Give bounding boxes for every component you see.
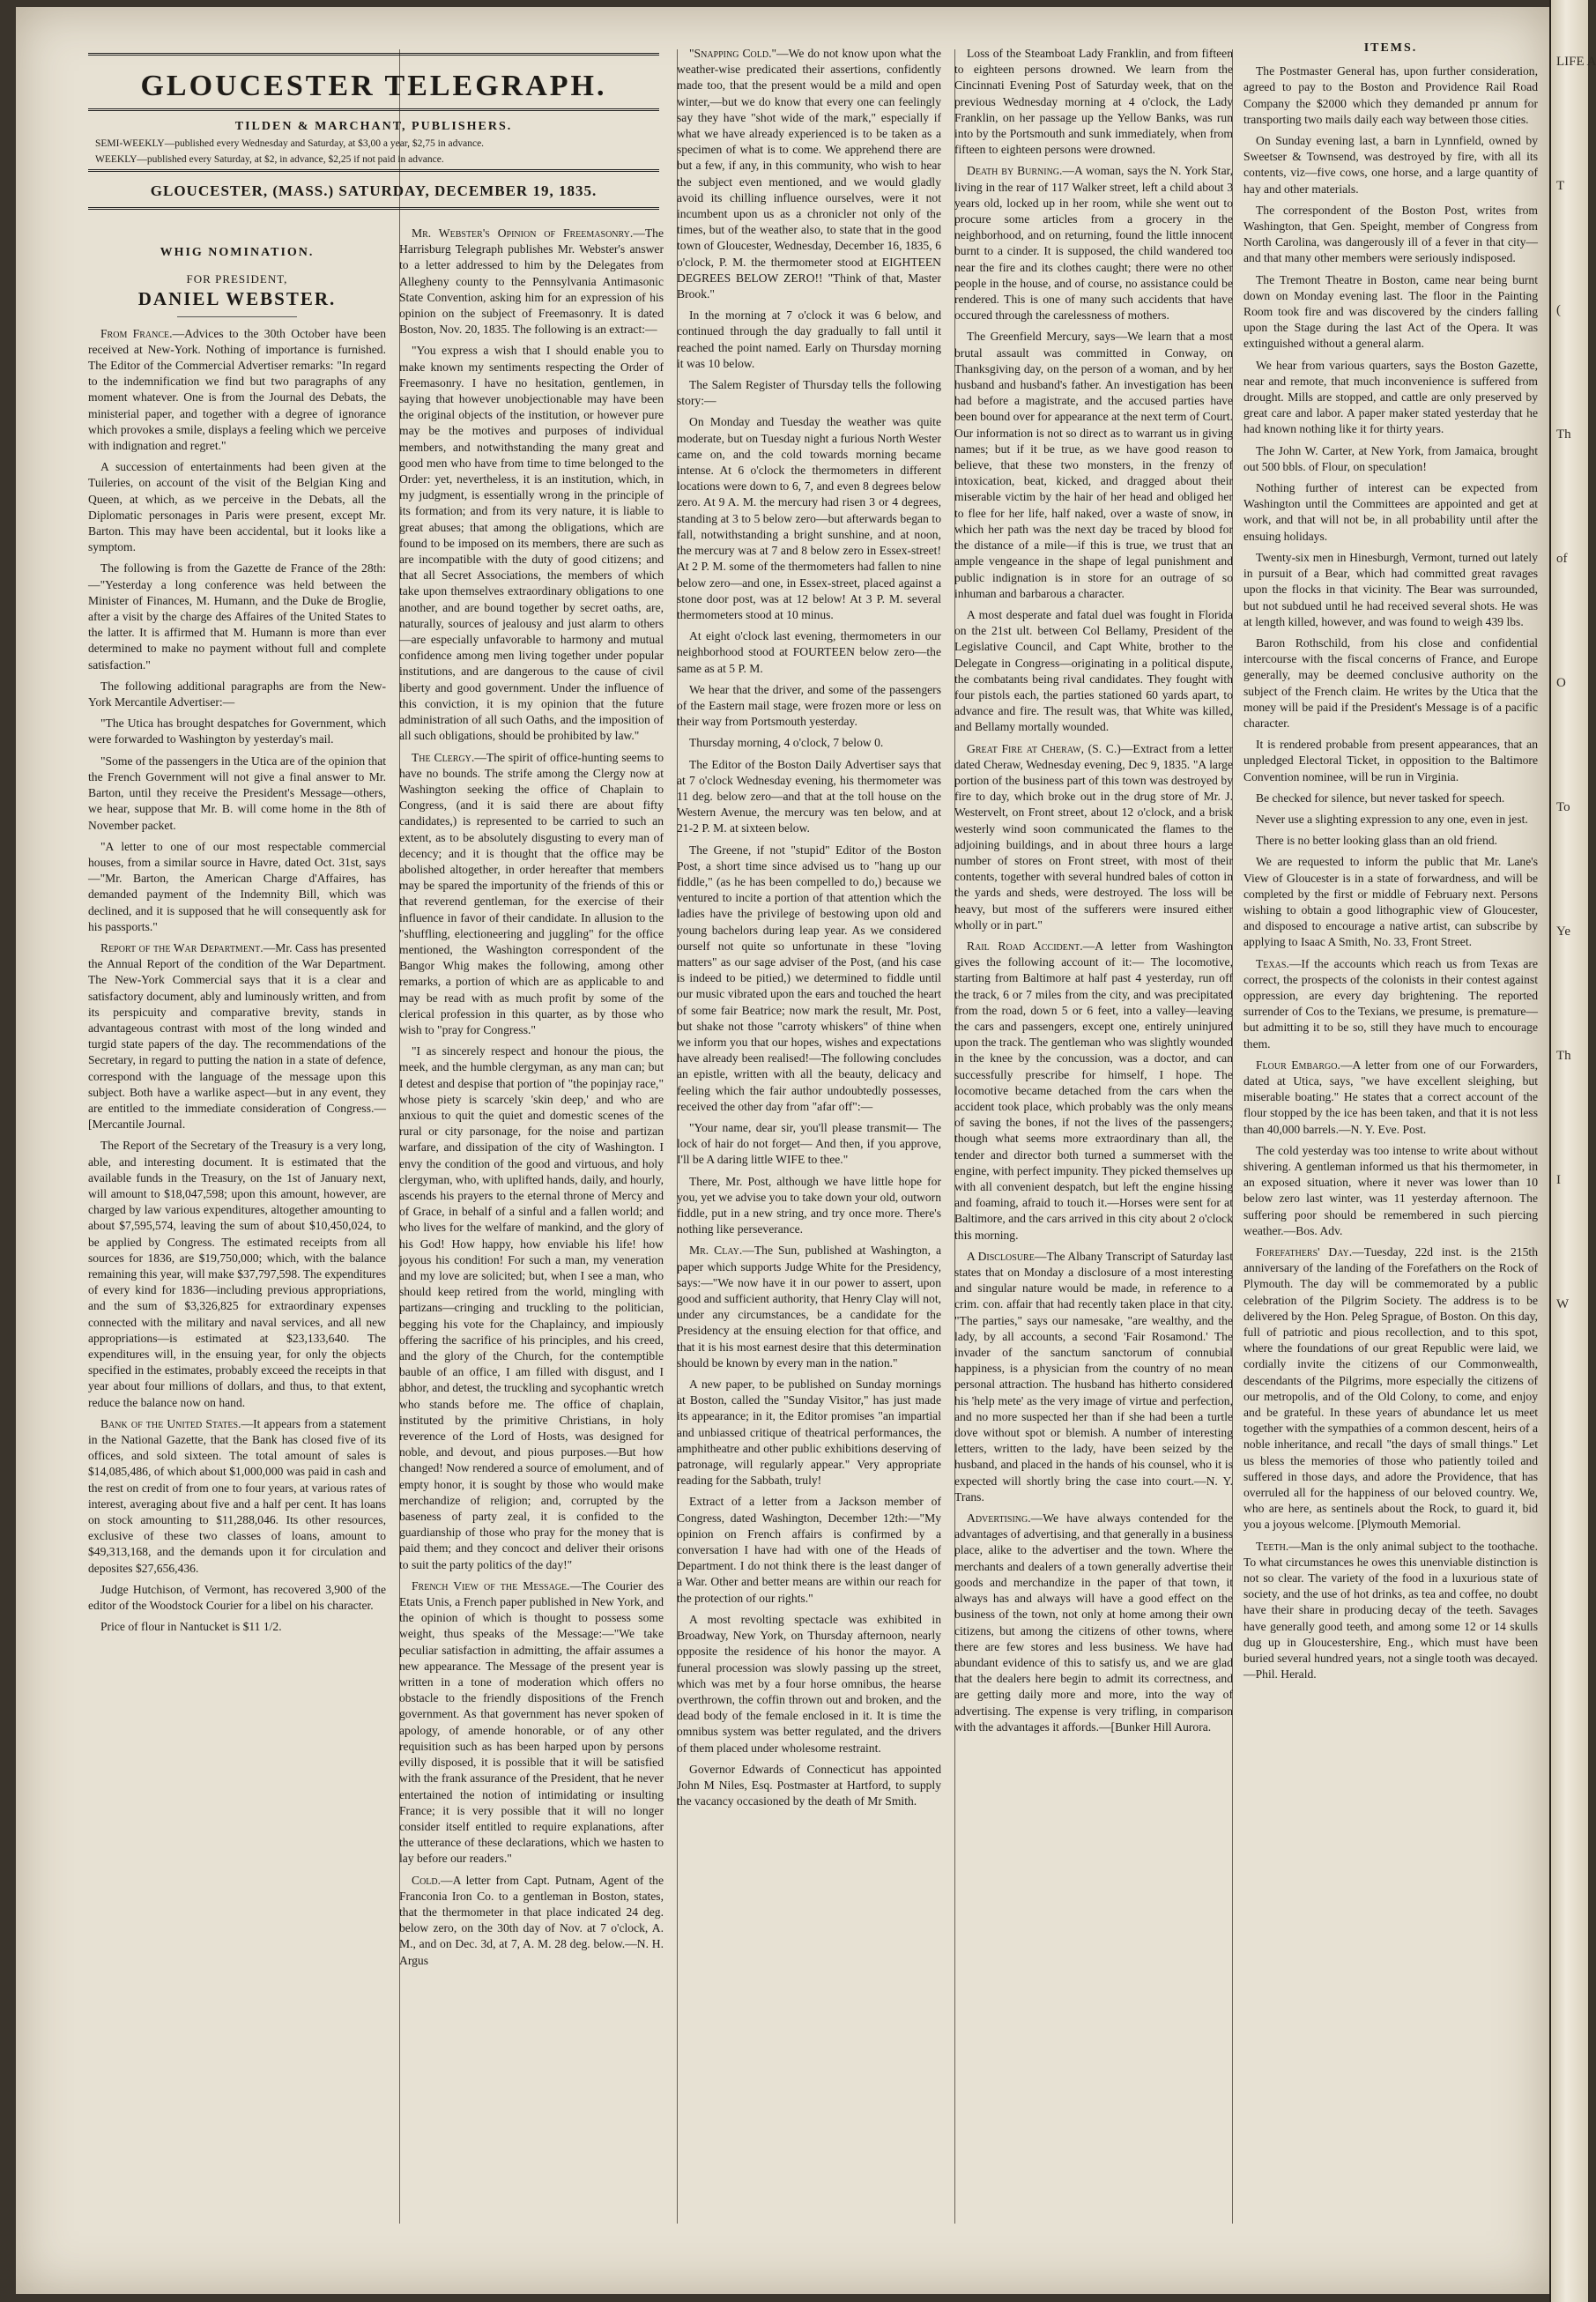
terms-semi-weekly: SEMI-WEEKLY—published every Wednesday and Saturday, at $3,00 a year, $2,75 in advance.: [95, 138, 485, 149]
article-paragraph: [88, 1582, 386, 1614]
column-1: [88, 236, 386, 2267]
masthead-rule: [88, 108, 659, 115]
article-paragraph: [954, 607, 1233, 736]
column-2: [399, 226, 664, 2267]
article-paragraph: [954, 939, 1233, 1244]
adjacent-page-fragment: Th: [1556, 427, 1571, 442]
article-paragraph: [1243, 854, 1538, 950]
article-paragraph: [677, 1762, 941, 1810]
article-text: —A letter from Capt. Putnam, Agent of the Franconia Iron Co. to a gentleman in Boston, states, that the thermometer in that place indicated 24 deg. below zero, on the 30th day of Nov. at 7 o'clock, A. M., and on Dec. 3d, at 7, A. M. 28 deg. below.—N. H. Argus: [399, 1873, 664, 1967]
article-lead: Report of the War Department.: [100, 940, 264, 954]
article-text: A most revolting spectacle was exhibited in Broadway, New York, on Thursday afternoon, nearly opposite the residence of his honor the mayor. A funeral procession was slowly passing up the street, which was met by a four horse omnibus, the hearse overthrown, the coffin thrown out and broken, and the dead body of the female enclosed in it. It is time the omnibus system was better regulated, and the drivers of them placed under wholesome restraint.: [677, 1612, 941, 1755]
article-text: We hear from various quarters, says the Boston Gazette, near and remote, that much inconvenience is suffered from drought. Mills are stopped, and cattle are only preserved by great care and labor. A paper maker stated yesterday that he had known nothing like it for thirty years.: [1243, 358, 1538, 436]
article-text: The Editor of the Boston Daily Advertiser says that at 7 o'clock Wednesday evening, his thermometer was 11 deg. below zero—and that at the toll house on the Western Avenue, the mercury was ten below, and at 21-2 P. M. at sixteen below.: [677, 757, 941, 835]
article-text: "Some of the passengers in the Utica are of the opinion that the French Government will not give a final answer to Mr. Barton, until they receive the President's Message—others, we hear, suppose that Mr. B. will come home in the 8th of November packet.: [88, 754, 386, 832]
article-paragraph: [677, 735, 941, 751]
article-paragraph: [1243, 956, 1538, 1052]
article-text: "A letter to one of our most respectable commercial houses, from a similar source in Havre, dated Oct. 31st, says—"Mr. Barton, the American Charge d'Affaires, has demanded payment of the Indemnity Bill, which was declined, and it is supposed that he will consequently ask for his passports.": [88, 839, 386, 933]
article-paragraph: [88, 1416, 386, 1577]
article-text: We hear that the driver, and some of the passengers of the Eastern mail stage, were frozen more or less on their way from Portsmouth yesterday.: [677, 682, 941, 729]
article-lead: "Snapping Cold.": [689, 47, 777, 60]
article-paragraph: [677, 682, 941, 731]
article-paragraph: [1243, 272, 1538, 353]
article-lead: Teeth.: [1256, 1539, 1289, 1553]
article-paragraph: [1243, 1143, 1538, 1239]
article-text: We are requested to inform the public that Mr. Lane's View of Gloucester is in a state of forwardness, and will be completed by the first or middle of February next. Persons wishing to obtain a good lithographic view of Gloucester, and disposed to encourage a native artist, can subscribe by applying to Isaac A Smith, No. 33, Front Street.: [1243, 855, 1538, 949]
article-paragraph: [1243, 635, 1538, 731]
article-text: A new paper, to be published on Sunday mornings at Boston, called the "Sunday Visitor," has just made its appearance; in it, the Editor promises "an impartial and unbiassed critique of theatrical performances, the amphitheatre and other public exhibitions deserving of patronage, will regularly appear." Very appropriate reading for the Sabbath, truly!: [677, 1377, 941, 1488]
article-lead: Bank of the United States.: [100, 1416, 241, 1430]
article-paragraph: [1243, 358, 1538, 438]
article-paragraph: [954, 46, 1233, 158]
article-text: —Extract from a letter dated Cheraw, Wednesday evening, Dec 9, 1835. "A large portion of the business part of this town was destroyed by fire to day, which broke out in the drug store of Mr. J. Westervelt, on Front street, about 12 o'clock, and a brisk westerly wind soon communicated the flames to the adjoining buildings, and in about three hours a large number of stores on Front street, with most of their contents, together with several hundred bales of cotton in the yards and sheds, were destroyed. The loss will be heavy, but most of the sufferers were insured either wholly or in part.": [954, 741, 1233, 932]
adjacent-page-edge: [1549, 0, 1596, 2302]
article-paragraph: [88, 940, 386, 1132]
article-paragraph: [954, 329, 1233, 601]
article-text: Be checked for silence, but never tasked for speech.: [1256, 791, 1505, 805]
adjacent-page-fragment: Th: [1556, 1049, 1571, 1063]
article-text: Loss of the Steamboat Lady Franklin, and from fifteen to eighteen persons drowned. We learn from the Cincinnati Evening Post of Saturday week, that on the previous Wednesday morning at 4 o'clock, the Lady Franklin, on her passage up the Yellow Banks, was run into by the Portsmouth and sunk immediately, when from fifteen to eighteen persons were drowned.: [954, 47, 1233, 157]
article-text: Price of flour in Nantucket is $11 1/2.: [100, 1620, 282, 1634]
article-text: —Tuesday, 22d inst. is the 215th anniversary of the landing of the Forefathers on the Rock of Plymouth. The day will be commemorated by a public celebration of the Pilgrim Society. The address is to be delivered by the Hon. Peleg Sprague, of Boston. On this day, full of patriotic and pious recollection, and to this spot, where the foundations of our great Republic were laid, we cordially invite the citizens of our Commonwealth, descendants of the Pilgrims, more especially the citizens of our metropolis, and of the Old Colony, to come, and enjoy and be grateful. In these years of abundance let us meet together with the sympathies of a common descent, heirs of a noble inheritance, and recall "the days of small things." Let us bless the memories of those who patiently toiled and suffered in those days, and adore the Providence, that has overruled all for the happiness of our beloved country. We, who are here, as sentinels about the Rock, to guard it, bid you a joyous welcome. [Plymouth Memorial.: [1243, 1245, 1538, 1532]
separator-rule: [177, 316, 296, 317]
article-paragraph: [88, 1138, 386, 1410]
article-text: Thursday morning, 4 o'clock, 7 below 0.: [689, 736, 884, 750]
article-paragraph: [88, 326, 386, 455]
article-lead: Rail Road Accident.: [967, 939, 1083, 953]
article-text: In the morning at 7 o'clock it was 6 below, and continued through the day gradually to fall until it reached the point named. Early on Thursday morning it was 10 below.: [677, 308, 941, 370]
masthead-rule: [88, 53, 659, 59]
article-paragraph: [88, 679, 386, 710]
article-lead: Mr. Webster's Opinion of Freemasonry.: [412, 226, 634, 240]
article-paragraph: [399, 1873, 664, 1969]
article-text: —Man is the only animal subject to the toothache. To what circumstances he owes this unenviable distinction is not so clear. The variety of the food in a luxurious state of society, and the use of hot drinks, as tea and coffee, no doubt have their share in producing decay of the teeth. Savages have generally good teeth, and among some 12 or 14 skulls dug up in Gloucestershire, Eng., which must have been buried several hundred years, not a single tooth was decayed.—Phil. Herald.: [1243, 1539, 1538, 1682]
article-paragraph: [677, 1243, 941, 1371]
article-text: The following additional paragraphs are from the New-York Mercantile Advertiser:—: [88, 679, 386, 709]
article-text: Governor Edwards of Connecticut has appointed John M Niles, Esq. Postmaster at Hartford, to supply the vacancy occasioned by the death of Mr Smith.: [677, 1762, 941, 1808]
article-text: —The spirit of office-hunting seems to have no bounds. The strife among the Clergy now at Washington seeking the office of Chaplain to Congress, (and it is said there are about fifty candidates,) is represented to be carried to such an extent, as to be absolutely disgusting to every man of decency; and it is thought that the office may be abolished altogether, in order hereafter that members may be spared the importunity of the friends of this or that reverend gentleman, for the exercise of their influence in favor of their candidate. In allusion to the "shuffling, electioneering and juggling" for the office mentioned, the Washington correspondent of the Bangor Whig makes the following, among other remarks, a portion of which are as applicable to and may be read with as much profit by some of the clerical profession in this quarter, as by those who wish to "pray for Congress.": [399, 750, 664, 1036]
article-paragraph: [677, 1612, 941, 1756]
terms-weekly: WEEKLY—published every Saturday, at $2, in advance, $2,25 if not paid in advance.: [95, 154, 444, 165]
article-lead: The Clergy.: [412, 750, 475, 764]
article-paragraph: [1243, 1244, 1538, 1533]
article-text: —A letter from Washington gives the following account of it:— The locomotive, starting from Baltimore at half past 4 yesterday, run off the track, 6 or 7 miles from the city, and was precipitated from the road, down 5 or 6 feet, into a valley—leaving the cars and passengers, except one, entirely uninjured upon the track. The gentleman who was slightly wounded in the knee by the concussion, was a doctor, and can successfully prescribe for himself, I hope. The locomotive became detached from the cars when the accident took place, which probably was the only means of saving the bones, if not the lives of the passengers; though what seems more extraordinary than all, the tender and director both turned a summerset with the engine, with perfect impunity. They picked themselves up with all convenient despatch, but left the engine hissing and foaming, afraid to touch it.—Horses were sent for at Baltimore, and the cars arrived in this city about 2 o'clock this morning.: [954, 939, 1233, 1242]
article-lead: French View of the Message.: [412, 1578, 570, 1593]
article-paragraph: [1243, 812, 1538, 828]
article-paragraph: [677, 1377, 941, 1489]
article-text: The Greenfield Mercury, says—We learn that a most brutal assault was committed in Conway, on Thanksgiving day, on the person of a woman, and by her husband and husband's father. An investigation has been had before a magistrate, and the accused parties have been bound over for appearance at the next term of Court. Our information is not so direct as to warrant us in giving names; but if it be true, as we have good reason to believe, that these two monsters, in the frenzy of intoxication, beat, kicked, and dragged about their miserable victim by the hair of her head and obliged her to flee for her life, half naked, over a waste of snow, in which her path was the next day be traced by blood for the distance of a mile—if this is true, we trust that an ample vengeance in the shape of legal punishment and public indignation is in store for an outrage of so inhuman and barbarous a character.: [954, 330, 1233, 600]
candidate-name: DANIEL WEBSTER.: [137, 288, 337, 310]
article-text: —Advices to the 30th October have been received at New-York. Nothing of importance is furnished. The Editor of the Commercial Advertiser remarks: "In regard to the indemnification we find but two paragraphs of any moment whatever. One is from the Journal des Debats, the ministerial paper, and together with a degree of ignorance which provokes a smile, displays a feeling which we perceive with indignation and regret.": [88, 326, 387, 453]
newspaper-title: GLOUCESTER TELEGRAPH.: [140, 70, 607, 102]
article-paragraph: [954, 1249, 1233, 1505]
article-paragraph: [88, 716, 386, 747]
article-paragraph: [677, 757, 941, 837]
article-text: A most desperate and fatal duel was fought in Florida on the 21st ult. between Col Bellamy, President of the Legislative Council, and Capt White, brother to the Delegate in Congress—originating in a political dispute, the combatants being rival candidates. They fought with four pistols each, the parties stationed 60 yards apart, to advance and fire. The result was, that White was killed, and Bellamy mortally wounded.: [954, 607, 1233, 734]
article-text: Twenty-six men in Hinesburgh, Vermont, turned out lately in pursuit of a Bear, which had committed great ravages upon the flocks in that vicinity. The Bear was surrounded, but not subdued until he had received several shots. He was at length killed, however, and was found to weigh 439 lbs.: [1243, 550, 1538, 628]
adjacent-page-fragment: LIFE A: [1556, 55, 1596, 69]
article-text: The correspondent of the Boston Post, writes from Washington, that Gen. Speight, member of Congress from North Carolina, was dangerously ill of a fever in that city—and that many other members were seriously indisposed.: [1243, 203, 1538, 265]
article-paragraph: [399, 750, 664, 1039]
article-paragraph: [677, 308, 941, 372]
article-lead: Death by Burning.: [967, 164, 1063, 178]
article-lead: Great Fire at Cheraw, (S. C.): [967, 741, 1121, 755]
article-paragraph: [954, 741, 1233, 933]
article-text: The cold yesterday was too intense to write about without shivering. A gentleman informed us that his thermometer, in an exposed situation, where it never was lower than 10 below zero last winter, was 11 yesterday afternoon. The suffering poor should be remembered in such piercing weather.—Bos. Adv.: [1243, 1143, 1538, 1237]
article-text: Never use a slighting expression to any one, even in jest.: [1256, 812, 1528, 826]
article-text: The Salem Register of Thursday tells the following story:—: [677, 378, 941, 408]
article-lead: Flour Embargo.: [1256, 1058, 1340, 1072]
article-text: —It appears from a statement in the National Gazette, that the Bank has closed five of its offices, and sold sixteen. The total amount of sales is $14,085,486, of which about $1,000,000 was paid in cash and the rest on credit of from one to four years, at various rates of interest, averaging about five and a half per cent. It has loans on stock amounting to $11,288,046. Its other resources, exclusive of these two classes of loans, amount to $49,313,168, and the demands upon it for circulation and deposites $27,656,436.: [88, 1416, 386, 1575]
for-president-label: FOR PRESIDENT,: [186, 272, 288, 286]
article-paragraph: [399, 343, 664, 744]
article-lead: From France.: [100, 326, 173, 340]
article-text: The Postmaster General has, upon further consideration, agreed to pay to the Boston and Providence Rail Road Company the $2000 which they demanded pr annum for transporting two mails daily each way between those cities.: [1243, 64, 1538, 126]
article-paragraph: [1243, 203, 1538, 267]
article-paragraph: [677, 414, 941, 623]
article-paragraph: [88, 754, 386, 834]
article-text: "You express a wish that I should enable you to make known my sentiments respecting the Order of Freemasonry. I have no hesitation, gentlemen, in saying that however unobjectionable may have been the original objects of the institution, or however pure may be the motives and purposes of individual members, and notwithstanding the many great and good men who have from time to time belonged to the Order: yet, nevertheless, it is an institution, which, in my judgment, is essentially wrong in the principle of its formation; and from its very nature, it is liable to great abuses; that among the obligations, which are found to be imposed on its members, there are such as are incompatible with the duty of good citizens; and that all Secret Associations, the members of which take upon themselves extraordinary obligations to one another, and are bound together by secret oaths, are, naturally, sources of jealousy and just alarm to others—are especially unfavorable to harmony and mutual confidence among men living together under popular institutions, and are dangerous to the cause of civil liberty and good government. Under the influence of this conviction, it is my opinion that the future administration of all such Oaths, and the imposition of all such obligations, should be prohibited by law.": [399, 344, 664, 743]
article-text: The Greene, if not "stupid" Editor of the Boston Post, a short time since advised us to "hang up our fiddle," (as he has been compelled to do,) because we ventured to incite a portion of that attention which the ladies have the privilege of bestowing upon old and young bachelors during leap year. As we considered ourself not quite so unfortunate in these "loving matters" as our sage adviser of the Post, (and his case is indeed to be pitied,) we determined to fiddle until our music vibrated upon the ears and touched the heart of some fair Beatrice; now mark the result, Mr. Post, but shake not those "carroty whiskers" of thine when we inform you that our hopes, wishes and expectations have already been realised!—The following concludes an epistle, written with all the beauty, delicacy and feeling which the fair author undoubtedly possesses, received the other day from "afar off":—: [677, 843, 941, 1113]
article-text: There is no better looking glass than an old friend.: [1256, 834, 1498, 848]
article-paragraph: [1243, 1539, 1538, 1683]
article-text: It is rendered probable from present appearances, that an unpledged Electoral Ticket, in opposition to the Baltimore Convention nominee, will be run in Virginia.: [1243, 738, 1538, 783]
article-text: The following is from the Gazette de France of the 28th:—"Yesterday a long conference was held between the Minister of Finances, M. Humann, and the Duke de Broglie, after a visit by the charge des Affaires of the United States to the latter. It is affirmed that M. Humann is more than ever determined to make no payment without full and complete satisfaction.": [88, 561, 386, 672]
article-paragraph: [88, 459, 386, 555]
article-text: At eight o'clock last evening, thermometers in our neighborhood stood at FOURTEEN below zero—the same as at 5 P. M.: [677, 629, 941, 675]
column-3: [677, 46, 941, 2267]
article-text: On Sunday evening last, a barn in Lynnfield, owned by Sweetser & Townsend, was destroyed by fire, with all its contents, viz—five cows, one horse, and a large quantity of hay and other materials.: [1243, 134, 1538, 196]
article-paragraph: [88, 561, 386, 672]
publishers-line: TILDEN & MARCHANT, PUBLISHERS.: [234, 120, 513, 133]
article-paragraph: [1243, 737, 1538, 785]
article-text: There, Mr. Post, although we have little hope for you, yet we advise you to take down your old, outworn fiddle, put in a new string, and try once more. There's nothing like perseverance.: [677, 1174, 941, 1236]
article-paragraph: [677, 1494, 941, 1606]
adjacent-page-fragment: I: [1556, 1173, 1561, 1187]
article-lead: Mr. Clay.: [689, 1244, 743, 1258]
article-text: A succession of entertainments had been given at the Tuileries, on account of the visit of the Belgian King and Queen, at which, as we perceive in the Debats, all the Diplomatic personages in Paris were present, except Mr. Barton. This may have been accidental, but it looks like a symptom.: [88, 460, 386, 554]
article-paragraph: [399, 226, 664, 338]
article-paragraph: [1243, 550, 1538, 630]
article-text: —A woman, says the N. York Star, living in the rear of 117 Walker street, left a child about 3 years old, locked up in her room, while she went out to procure some articles from a grocery in the neighborhood, and on returning, found the little innocent burnt to a cinder. It is supposed, the child wandered too near the fire and its clothes caught; there were no other people in the house, and of course, no assistance could be rendered. This is one of many such accidents that have occured through the carelessness of mothers.: [954, 164, 1233, 323]
article-lead: Advertising.: [967, 1511, 1031, 1526]
adjacent-page-text: [1556, 53, 1596, 1420]
article-text: —The Courier des Etats Unis, a French paper published in New York, and the opinion of which is thought to possess some weight, thus speaks of the Message:—"We take peculiar satisfaction in admitting, the affair assumes a new appearance. The Message of the present year is written in a tone of moderation which offers no obstacle to the friendly dispositions of the French government. As that government has never spoken of apology, of amende honorable, or of any other requisition such as has been harped upon by persons evilly disposed, it is possible that it will be satisfied with the frank assurance of the President, that he never entertained the notion of intimidating or insulting France; it is very possible that it will no longer consider itself entitled to require explanations, after the utterance of these declarations, which we hasten to lay before our readers.": [399, 1578, 664, 1866]
adjacent-page-fragment: T: [1556, 179, 1565, 193]
article-text: Nothing further of interest can be expected from Washington until the Committees are appointed and get at work, and that will not be, in all probability until after the ensuing holidays.: [1243, 481, 1538, 543]
article-paragraph: [1243, 63, 1538, 128]
article-text: Extract of a letter from a Jackson member of Congress, dated Washington, December 12th:—"My opinion on French affairs is confirmed by a conversation I have had with one of the Heads of Department. I do not think there is the least danger of a War. Other and better means are within our reach for the protection of our rights.": [677, 1495, 941, 1605]
article-text: —We do not know upon what the weather-wise predicated their assertions, confidently made too, that the present would be a mild and open winter,—but we do know that every one can feelingly say they have "shot wide of the mark," especially if what we have already experienced is to be taken as a specimen of what is to come. We apprehend there are but a few, if any, in this community, who wish to hear the subject even mentioned, and we would gladly avoid its chilling influence ourselves, were it not incumbent upon us as a chronicler not only of the times, but of the weather also, to state that in the good town of Gloucester, Wednesday, December 16, 1835, 6 o'clock, P. M. the thermometer stood at EIGHTEEN DEGREES BELOW ZERO!! "Think of that, Master Brook.": [677, 47, 941, 301]
article-lead: Forefathers' Day.: [1256, 1245, 1353, 1259]
article-lead: A Disclosure: [967, 1249, 1035, 1263]
adjacent-page-fragment: (: [1556, 303, 1561, 317]
column-4: [954, 46, 1233, 2267]
article-paragraph: [954, 163, 1233, 323]
article-paragraph: [954, 1511, 1233, 1735]
article-paragraph: [399, 1043, 664, 1573]
adjacent-page-fragment: To: [1556, 800, 1570, 814]
column-5: [1243, 41, 1538, 2267]
dateline: GLOUCESTER, (MASS.) SATURDAY, DECEMBER 19, 1835.: [150, 182, 598, 199]
article-text: Baron Rothschild, from his close and confidential intercourse with the fiscal concerns of France, and Europe generally, may be deemed conclusive authority on the subject of the French claim. He writes by the Utica that the money will be paid if the President's Message is of a pacific character.: [1243, 635, 1538, 730]
article-text: —If the accounts which reach us from Texas are correct, the prospects of the colonists in their contest against oppression, are every day brightening. The reported surrender of Cos to the Texians, we presume, is premature—but admitting it to be so, still they have much to encourage them.: [1243, 956, 1538, 1051]
article-text: Judge Hutchison, of Vermont, has recovered 3,900 of the editor of the Woodstock Courier for a libel on his character.: [88, 1582, 386, 1613]
article-text: The Tremont Theatre in Boston, came near being burnt down on Monday evening last. The floor in the Painting Room took fire and was discovered by the cinders falling upon the Stage during the last Act of the Opera. It was extinguished without a general alarm.: [1243, 272, 1538, 351]
items-heading: ITEMS.: [1363, 41, 1418, 55]
article-text: "I as sincerely respect and honour the pious, the meek, and the humble clergyman, as any man can; but I detest and despise that portion of "the popinjay race," whose piety is scarcely 'skin deep,' and who are anxious to quit the quiet and domestic scenes of the rural or city parsonage, for the noise and partizan warfare, and dissipation of the city of Washington. I envy the condition of the good and virtuous, and holy clergyman, who, with uplifted hands, daily, and hourly, ascends his prayers to the eternal throne of Mercy and of Grace, in behalf of a sinful and a fallen world; and who lives for the welfare of mankind, and the glory of his God! How happy, how enviable his life! how joyous his condition! For such a man, my veneration and my love are solicited; but, when I see a man, who should keep retired from the world, mingling with partizans—cringing and truckling to the politician, begging his vote for the Chaplaincy, and impiously offering the sacrifice of his principles, and his creed, and the glory of the Church, for the contemptible bauble of an office, I am filled with disgust, and I abhor, and detest, the truckling and sycophantic wretch who stands before me. The office of chaplain, instituted by the primitive Christians, in holy reverence of the Lord of Hosts, was designed for noble, and devout, and pious purposes.—But how changed! Now rendered a source of emolument, and of empty honor, it is sought by those who would make merchandize of religion; and, corrupted by the baseness of party zeal, it is confided to the guardianship of those who pray for the money that is paid them; and they concoct and deliver their orisons to suit the party politics of the day!": [399, 1044, 664, 1571]
adjacent-page-fragment: O: [1556, 676, 1566, 690]
article-paragraph: [1243, 443, 1538, 475]
article-text: —The Sun, published at Washington, a paper which supports Judge White for the Presidency, says:—"We now have it in our power to assert, upon good and sufficient authority, that Henry Clay will not, under any circumstances, be a candidate for the Presidency at the ensuing election for that office, and that it is his most earnest desire that this determination should be known by every man in the nation.": [677, 1244, 942, 1370]
article-paragraph: [1243, 1058, 1538, 1138]
article-paragraph: [1243, 133, 1538, 197]
article-text: The Report of the Secretary of the Treasury is a very long, able, and interesting document. It is estimated that the available funds in the Treasury, on the 1st of January next, will amount to $18,047,598; upon this amount, however, are charged by law various expenditures, altogether amounting to about $7,595,574, leaving the sum of about $10,450,024, to be applied by Congress. The estimated receipts from all sources for 1836, are $19,750,000; which, with the balance remaining this year, will make $37,797,598. The expenditures of every kind for 1836—including previous appropriations, and the sum of $3,326,825 for extraordinary expenses connected with the military and naval services, and all new appropriations—is estimated at $23,133,640. The expenditures will, in the ensuing year, for only the objects specified in the estimates, probably exceed the receipts in that year about four millions of dollars, and thus, to that extent, reduce the balance now on hand.: [88, 1139, 386, 1409]
adjacent-page-fragment: W: [1556, 1297, 1570, 1311]
article-paragraph: [1243, 480, 1538, 545]
article-text: —The Albany Transcript of Saturday last states that on Monday a disclosure of a most interesting and singular nature would be made, in reference to a crim. con. affair that had recently taken place in that city. "The parties," says our namesake, "are wealthy, and the lady, by all accounts, a second 'Fair Rosamond.' The invader of the sanctum sanctorum of connubial happiness, is a physician from the country of no mean personal attraction. The husband has hitherto considered his 'help mete' as the very image of virtue and perfection, and no more suspected her than if she had been a turtle dove without spot or blemish. A number of interesting letters, written to the lady, have been seized by the husband, and placed in the hands of his counsel, who it is expected will shortly bring the case into court.—N. Y. Trans.: [954, 1249, 1233, 1504]
article-text: —The Harrisburg Telegraph publishes Mr. Webster's answer to a letter addressed to him by the Delegates from Allegheny county to the Pennsylvania Antimasonic State Convention, asking him for an expression of his opinion on the subject of Freemasonry. It is dated Boston, Nov. 20, 1835. The following is an extract:—: [399, 226, 664, 337]
article-paragraph: [677, 46, 941, 302]
article-paragraph: [1243, 791, 1538, 806]
article-lead: Texas.: [1256, 956, 1289, 970]
article-paragraph: [677, 1174, 941, 1238]
article-paragraph: [677, 628, 941, 677]
article-text: The John W. Carter, at New York, from Jamaica, brought out 500 bbls. of Flour, on speculation!: [1243, 443, 1538, 473]
masthead-rule: [88, 207, 659, 213]
masthead-rule: [88, 169, 659, 175]
article-text: —Mr. Cass has presented the Annual Report of the condition of the War Department. The New-York Commercial says that it is a clear and satisfactory document, ably and luminously written, and from its perspicuity and comparative brevity, stands in advantageous contrast with most of the long winded and turgid state papers of the day. The recommendations of the Secretary, in regard to putting the nation in a state of defence, correspond with the language of the message upon this subject. Both have a warlike aspect—but in any event, they are entitled to the immediate consideration of Congress.—[Mercantile Journal.: [88, 940, 387, 1132]
article-paragraph: [677, 1120, 941, 1169]
adjacent-page-fragment: of: [1556, 552, 1568, 566]
article-paragraph: [88, 1619, 386, 1635]
article-text: —A letter from one of our Forwarders, dated at Utica, says, "we have excellent sleighing, but miserable boating." He states that a correct account of the flour stopped by the ice has been taken, and that it is not less than 40,000 barrels.—N. Y. Eve. Post.: [1243, 1058, 1538, 1136]
masthead: [88, 53, 659, 213]
article-text: On Monday and Tuesday the weather was quite moderate, but on Tuesday night a furious North Wester came on, and the cold towards morning became intense. At 6 o'clock the thermometers in different locations were down to 6, 7, and even 8 degrees below zero. At 9 A. M. the mercury had risen 3 or 4 degrees, standing at 3 to 5 below zero—but afterwards began to fall, notwithstanding a bright sunshine, and at noon, the mercury was at 7 and 8 below zero in Essex-street! At 2 P. M. some of the thermometers had fallen to nine below zero—and one, in Essex-street, placed against a stone door post, was at 12 below! At 3 P. M. several thermometers stood at 10 minus.: [677, 415, 941, 621]
adjacent-page-fragment: Ye: [1556, 925, 1570, 939]
article-paragraph: [677, 843, 941, 1115]
article-paragraph: [677, 377, 941, 409]
article-lead: Cold.: [412, 1873, 442, 1887]
article-text: "Your name, dear sir, you'll please transmit— The lock of hair do not forget— And then, if you approve, I'll be A daring little WIFE to thee.": [677, 1121, 941, 1167]
article-paragraph: [1243, 833, 1538, 849]
article-text: "The Utica has brought despatches for Government, which were forwarded to Washington by yesterday's mail.: [88, 717, 386, 746]
article-text: —We have always contended for the advantages of advertising, and that generally in a business place, alike to the advertiser and the town. Where the merchants and dealers of a town generally advertise their goods and merchandize in the paper of that town, it always has and always will have a good effect on the business of the town, not only at home among their own citizens, but among the citizens of other towns, where there are few stores and less business. We have had abundant evidence of this to satisfy us, and we are glad that the dealers here begin to admit its correctness, and are getting daily more and more, into the way of advertising. The expense is very trifling, in comparison with the advantages it affords.—[Bunker Hill Aurora.: [954, 1511, 1233, 1734]
article-paragraph: [88, 839, 386, 935]
nomination-heading: WHIG NOMINATION.: [160, 246, 315, 259]
article-paragraph: [399, 1578, 664, 1868]
